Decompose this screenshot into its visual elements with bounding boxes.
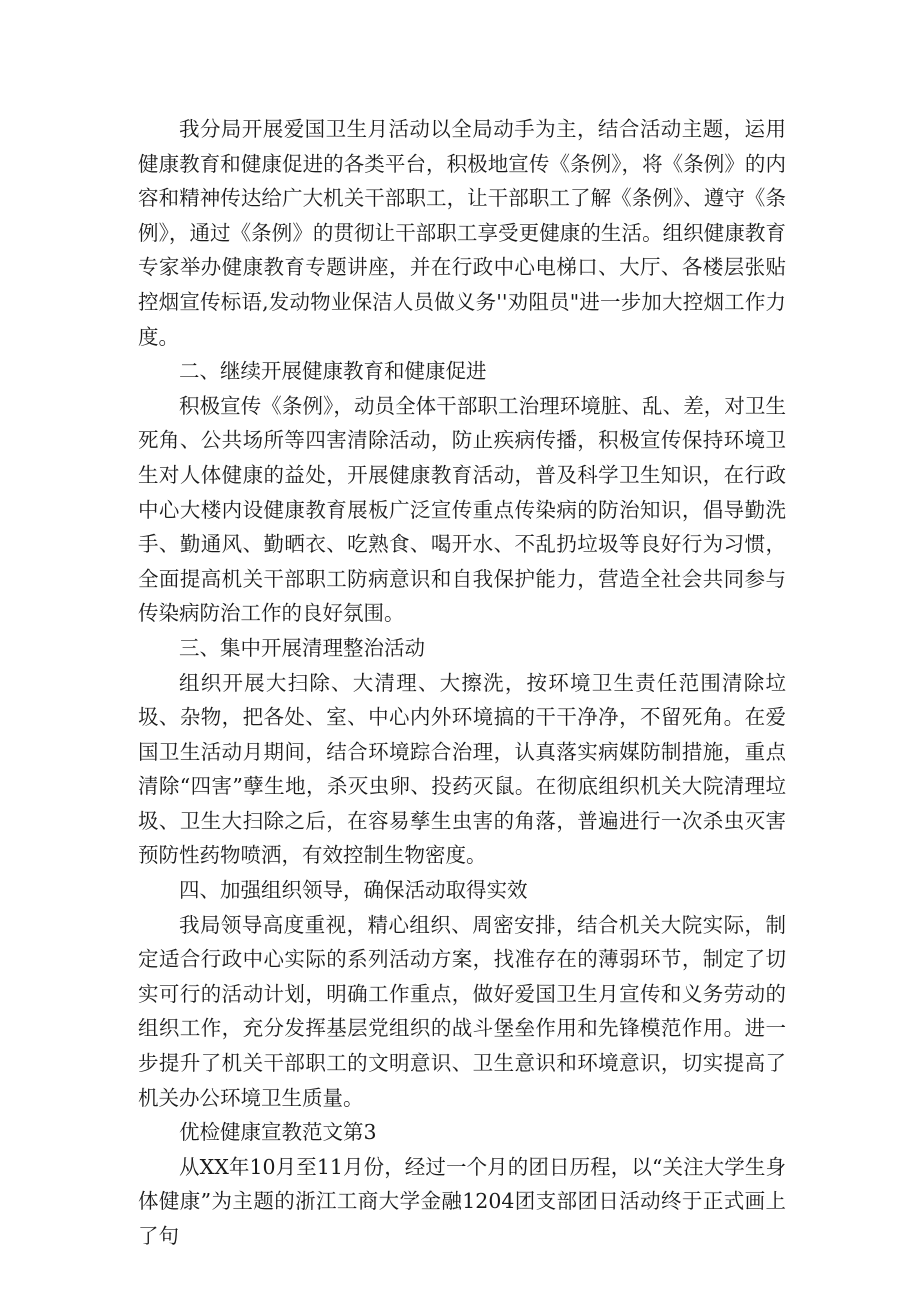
section-heading-2: 二、继续开展健康教育和健康促进 — [179, 359, 487, 384]
paragraph-5: 从XX年10月至11月份，经过一个月的团日历程，以“关注大学生身体健康”为主题的浙江工商大学金融1204团支部团日活动终于正式画上了句 — [138, 1154, 786, 1248]
paragraph-3: 组织开展大扫除、大清理、大擦洗，按环境卫生责任范围清除垃圾、杂物，把各处、室、中心内外环境搞的干干净净，不留死角。在爱国卫生活动月期间，结合环境踪合治理，认真落实病媒防制措施，重点清除“四害”孽生地，杀灭虫卵、投药灭鼠。在彻底组织机关大院清理垃圾、卫生大扫除之后，在容易孳生虫害的角落，普遍进行一次杀虫灭害预防性药物喷洒，有效控制生物密度。 — [138, 670, 786, 868]
article-title: 优检健康宣教范文第3 — [179, 1120, 377, 1145]
section-heading-3: 三、集中开展清理整治活动 — [179, 635, 425, 660]
section-heading-4: 四、加强组织领导，确保活动取得实效 — [179, 878, 528, 903]
paragraph-2: 积极宣传《条例》，动员全体干部职工治理环境脏、乱、差，对卫生死角、公共场所等四害清除活动，防止疾病传播，积极宣传保持环境卫生对人体健康的益处，开展健康教育活动，普及科学卫生知识，在行政中心大楼内设健康教育展板广泛宣传重点传染病的防治知识，倡导勤洗手、勤通风、勤晒衣、吃熟食、喝开水、不乱扔垃圾等良好行为习惯，全面提高机关干部职工防病意识和自我保护能力，营造全社会共同参与传染病防治工作的良好氛围。 — [138, 393, 786, 626]
document-body — [138, 112, 786, 1254]
paragraph-4: 我局领导高度重视，精心组织、周密安排，结合机关大院实际，制定适合行政中心实际的系列活动方案，找准存在的薄弱环节，制定了切实可行的活动计划，明确工作重点，做好爱国卫生月宣传和义务劳动的组织工作，充分发挥基层党组织的战斗堡垒作用和先锋模范作用。进一步提升了机关干部职工的文明意识、卫生意识和环境意识，切实提高了机关办公环境卫生质量。 — [138, 912, 786, 1110]
paragraph-1: 我分局开展爱国卫生月活动以全局动手为主，结合活动主题，运用健康教育和健康促进的各类平台，积极地宣传《条例》，将《条例》的内容和精神传达给广大机关干部职工，让干部职工了解《条例》、遵守《条例》，通过《条例》的贯彻让干部职工享受更健康的生活。组织健康教育专家举办健康教育专题讲座，并在行政中心电梯口、大厅、各楼层张贴控烟宣传标语,发动物业保洁人员做义务''劝阻员"进一步加大控烟工作力度。 — [138, 117, 786, 349]
